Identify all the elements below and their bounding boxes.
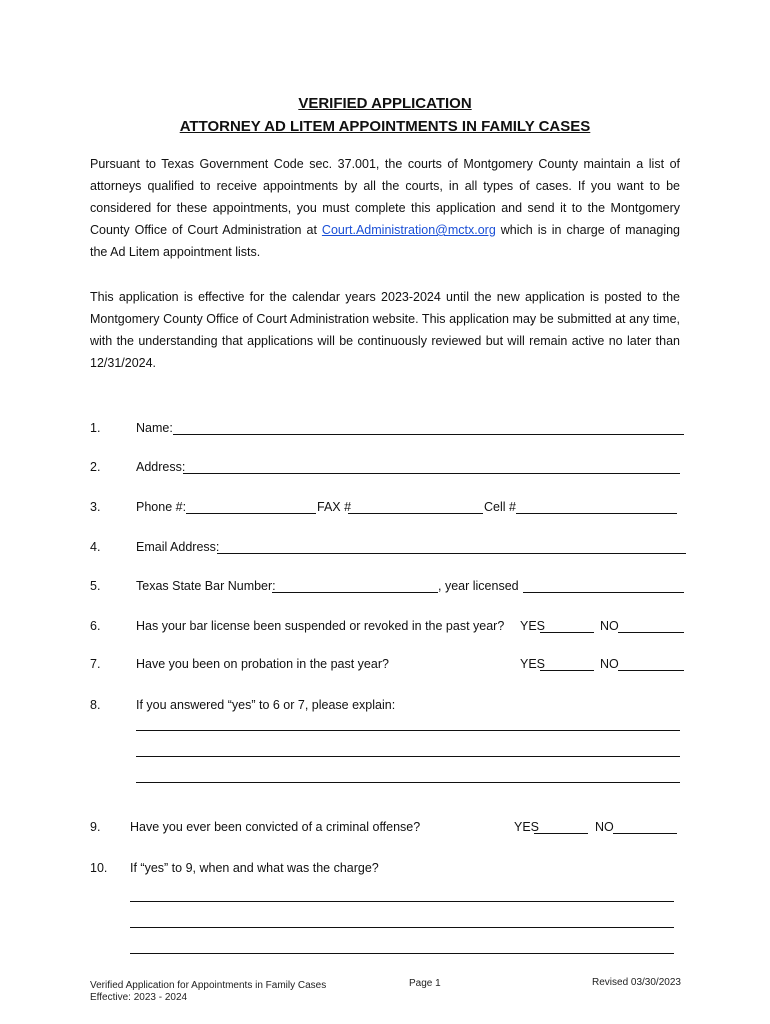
q9-yes-label: YES <box>514 820 540 834</box>
q1-number: 1. <box>90 421 101 435</box>
q3-fax-label: FAX # <box>317 500 352 514</box>
q6-label: Has your bar license been suspended or revoked in the past year? <box>136 619 505 633</box>
form-title: VERIFIED APPLICATION <box>298 95 472 112</box>
q7-no-field[interactable] <box>618 670 684 671</box>
q9-label: Have you ever been convicted of a criminal offense? <box>130 820 421 834</box>
q4-number: 4. <box>90 540 101 554</box>
explain-line-1[interactable] <box>136 730 680 731</box>
charge-line-1[interactable] <box>130 901 674 902</box>
q3-number: 3. <box>90 500 101 514</box>
email-field[interactable] <box>217 553 686 554</box>
q9-yes-field[interactable] <box>534 833 588 834</box>
q6-yes-label: YES <box>520 619 546 633</box>
q3-cell-label: Cell # <box>484 500 516 514</box>
footer-revised: Revised 03/30/2023 <box>592 977 681 988</box>
q3-phone-label: Phone #: <box>136 500 187 514</box>
footer-page-number: Page 1 <box>409 978 441 989</box>
q7-no-label: NO <box>600 657 619 671</box>
intro-text-end: which is in charge of managing the Ad Litem appointment lists. <box>90 223 680 259</box>
year-licensed-field[interactable] <box>523 592 684 593</box>
q7-label: Have you been on probation in the past year? <box>136 657 389 671</box>
email-link[interactable]: Court.Administration@mctx.org <box>321 223 496 237</box>
q9-no-label: NO <box>595 820 614 834</box>
phone-field[interactable] <box>186 513 316 514</box>
cell-field[interactable] <box>516 513 677 514</box>
bar-number-field[interactable] <box>272 592 438 593</box>
q6-no-field[interactable] <box>618 632 684 633</box>
fax-field[interactable] <box>348 513 483 514</box>
q6-no-label: NO <box>600 619 619 633</box>
q7-yes-label: YES <box>520 657 546 671</box>
charge-line-3[interactable] <box>130 953 674 954</box>
q5-number: 5. <box>90 579 101 593</box>
form-subtitle: ATTORNEY AD LITEM APPOINTMENTS IN FAMILY CASES <box>179 118 591 135</box>
q5-licensed-label: , year licensed <box>438 579 519 593</box>
q7-number: 7. <box>90 657 101 671</box>
q10-label: If “yes” to 9, when and what was the charge? <box>130 861 379 875</box>
q7-yes-field[interactable] <box>540 670 594 671</box>
footer-left-line1: Verified Application for Appointments in Family Cases <box>90 980 327 991</box>
q6-number: 6. <box>90 619 101 633</box>
intro-paragraph <box>90 153 680 263</box>
q1-label: Name: <box>136 421 173 435</box>
q5-label: Texas State Bar Number: <box>136 579 276 593</box>
address-field[interactable] <box>183 473 680 474</box>
charge-line-2[interactable] <box>130 927 674 928</box>
q2-label: Address: <box>136 460 186 474</box>
q9-no-field[interactable] <box>613 833 677 834</box>
footer-left-line2: Effective: 2023 - 2024 <box>90 992 188 1003</box>
q8-number: 8. <box>90 698 101 712</box>
q4-label: Email Address: <box>136 540 220 554</box>
explain-line-3[interactable] <box>136 782 680 783</box>
name-field[interactable] <box>173 434 684 435</box>
effective-paragraph: This application is effective for the calendar years 2023-2024 until the new application is posted to the Montgomery County Office of Court Administration website. This application may be submitted at any time, with the understanding that applications will be continuously reviewed but will remain active no later than 12/31/2024. <box>90 290 680 370</box>
q9-number: 9. <box>90 820 101 834</box>
explain-line-2[interactable] <box>136 756 680 757</box>
q6-yes-field[interactable] <box>540 632 594 633</box>
intro-text-start: Pursuant to Texas Government Code sec. 37.001, the courts of Montgomery County maintain a list of attorneys qualified to receive appointments by all the courts, in all types of cases. If you want to be considered for these appointments, you must complete this application and send it to the Montgomery County Office of Court Administration at <box>90 157 680 237</box>
q10-number: 10. <box>90 861 108 875</box>
q2-number: 2. <box>90 460 101 474</box>
q8-label: If you answered “yes” to 6 or 7, please explain: <box>136 698 396 712</box>
